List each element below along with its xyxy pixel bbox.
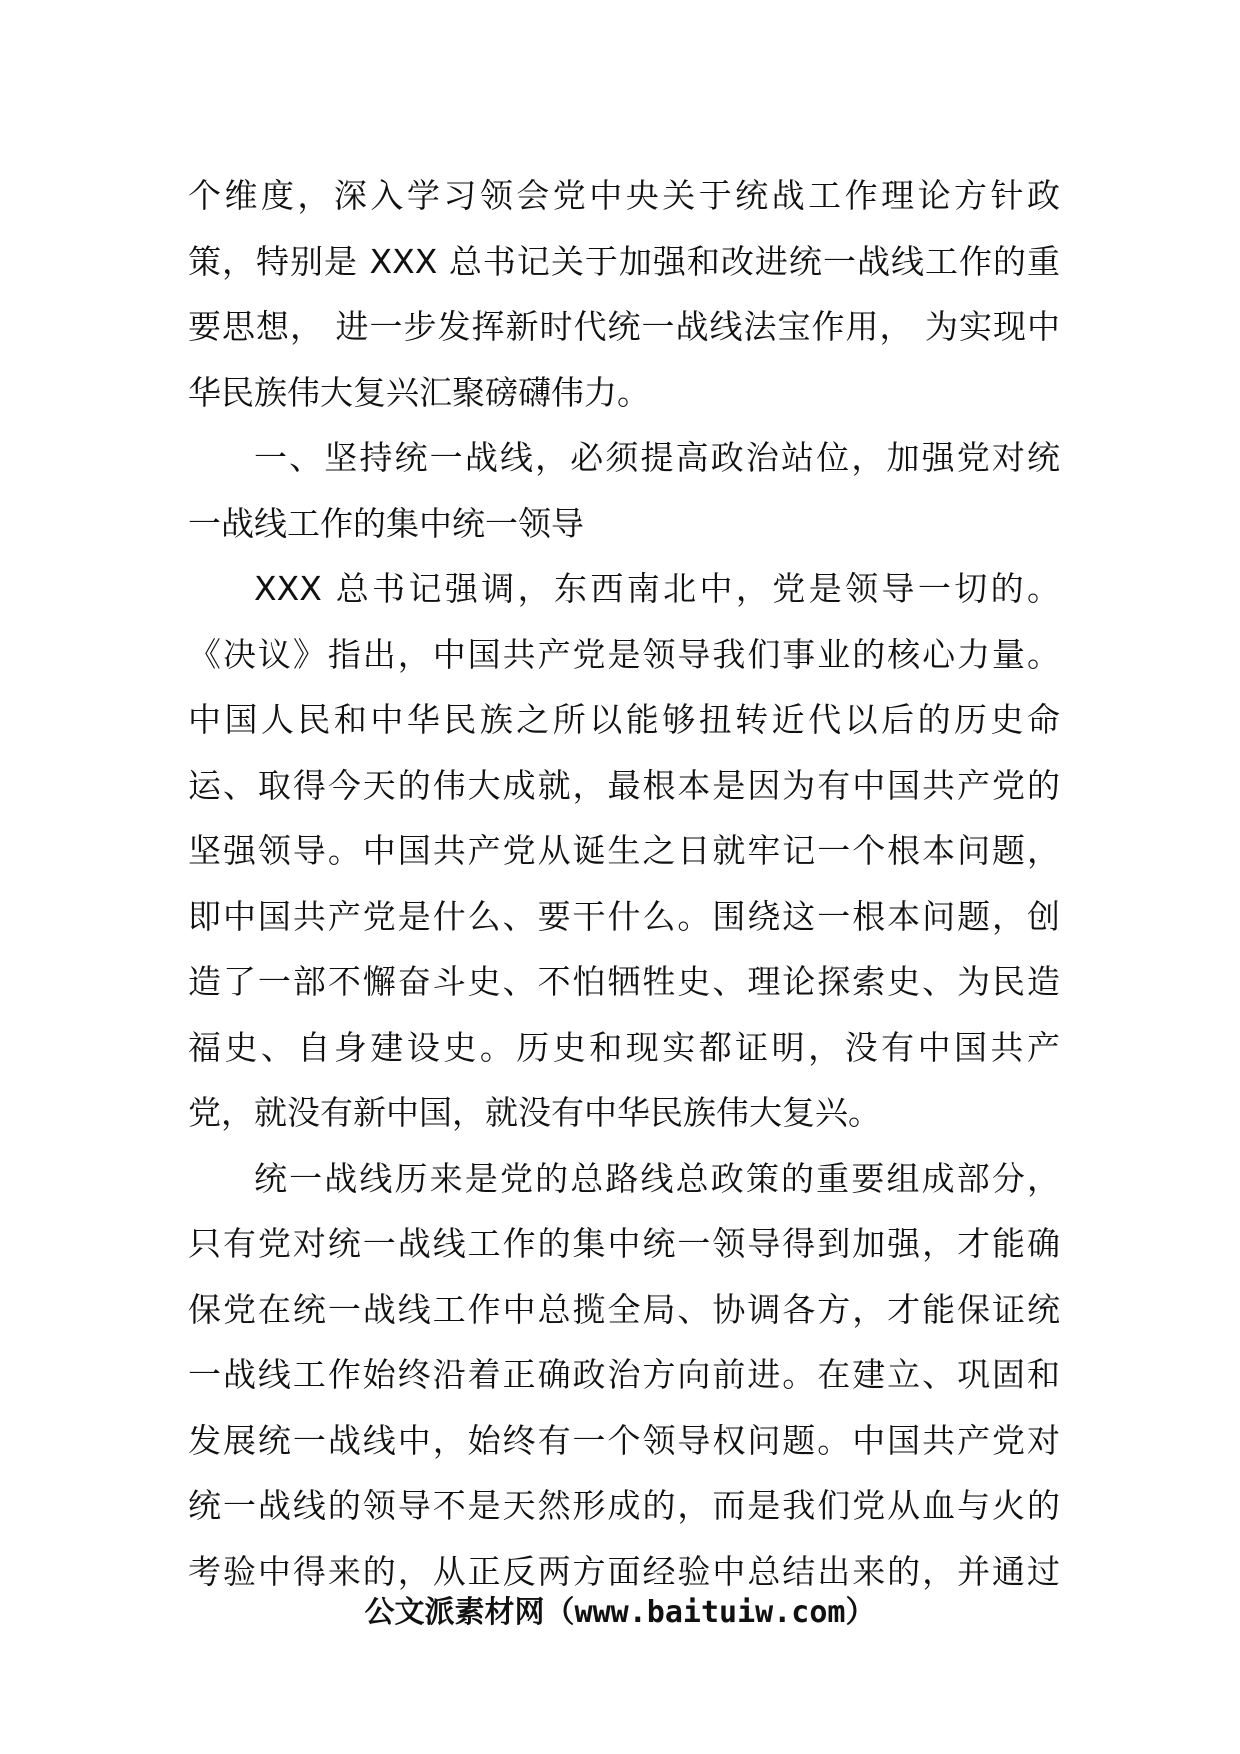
footer-site-url: www.baituiw.com bbox=[574, 1595, 846, 1630]
text-line: 一战线工作的集中统一领导 bbox=[188, 503, 584, 543]
text-line: 《决议》指出，中国共产党是领导我们事业的核心力量。 bbox=[188, 634, 1060, 674]
text-line: 坚强领导。中国共产党从诞生之日就牢记一个根本问题， bbox=[188, 831, 1060, 870]
footer-site-name: 公文派素材网 bbox=[364, 1595, 545, 1630]
text-line: 一战线工作始终沿着正确政治方向前进。在建立、巩固和 bbox=[188, 1355, 1060, 1394]
text-line: 福史、自身建设史。历史和现实都证明，没有中国共产 bbox=[188, 1027, 1060, 1067]
text-line: 保党在统一战线工作中总揽全局、协调各方，才能保证统 bbox=[188, 1289, 1060, 1329]
document-body bbox=[188, 163, 1060, 1604]
text-line: 统一战线历来是党的总路线总政策的重要组成部分， bbox=[254, 1158, 1060, 1198]
text-line: 策，特别是 XXX 总书记关于加强和改进统一战线工作的重 bbox=[188, 241, 1060, 281]
text-line: 党，就没有新中国，就没有中华民族伟大复兴。 bbox=[188, 1093, 881, 1132]
footer-paren-open: （ bbox=[544, 1595, 575, 1630]
footer-watermark bbox=[0, 1593, 1240, 1633]
text-line: 运、取得今天的伟大成就，最根本是因为有中国共产党的 bbox=[188, 765, 1060, 805]
text-line: 考验中得来的，从正反两方面经验中总结出来的，并通过 bbox=[188, 1551, 1060, 1591]
text-line: XXX 总书记强调，东西南北中，党是领导一切的。 bbox=[254, 569, 1060, 608]
text-line: 只有党对统一战线工作的集中统一领导得到加强，才能确 bbox=[188, 1224, 1060, 1263]
text-line: 发展统一战线中，始终有一个领导权问题。中国共产党对 bbox=[188, 1420, 1060, 1460]
text-line: 即中国共产党是什么、要干什么。围绕这一根本问题，创 bbox=[188, 896, 1060, 936]
text-line: 要思想， 进一步发挥新时代统一战线法宝作用， 为实现中 bbox=[188, 307, 1060, 346]
text-line: 统一战线的领导不是天然形成的，而是我们党从血与火的 bbox=[188, 1486, 1060, 1525]
footer-paren-close: ） bbox=[845, 1595, 876, 1630]
text-line: 华民族伟大复兴汇聚磅礴伟力。 bbox=[188, 372, 650, 412]
text-line: 一、坚持统一战线，必须提高政治站位，加强党对统 bbox=[254, 438, 1060, 477]
text-line: 造了一部不懈奋斗史、不怕牺牲史、理论探索史、为民造 bbox=[188, 962, 1060, 1001]
text-line: 个维度，深入学习领会党中央关于统战工作理论方针政 bbox=[188, 176, 1060, 215]
text-line: 中国人民和中华民族之所以能够扭转近代以后的历史命 bbox=[188, 700, 1060, 739]
